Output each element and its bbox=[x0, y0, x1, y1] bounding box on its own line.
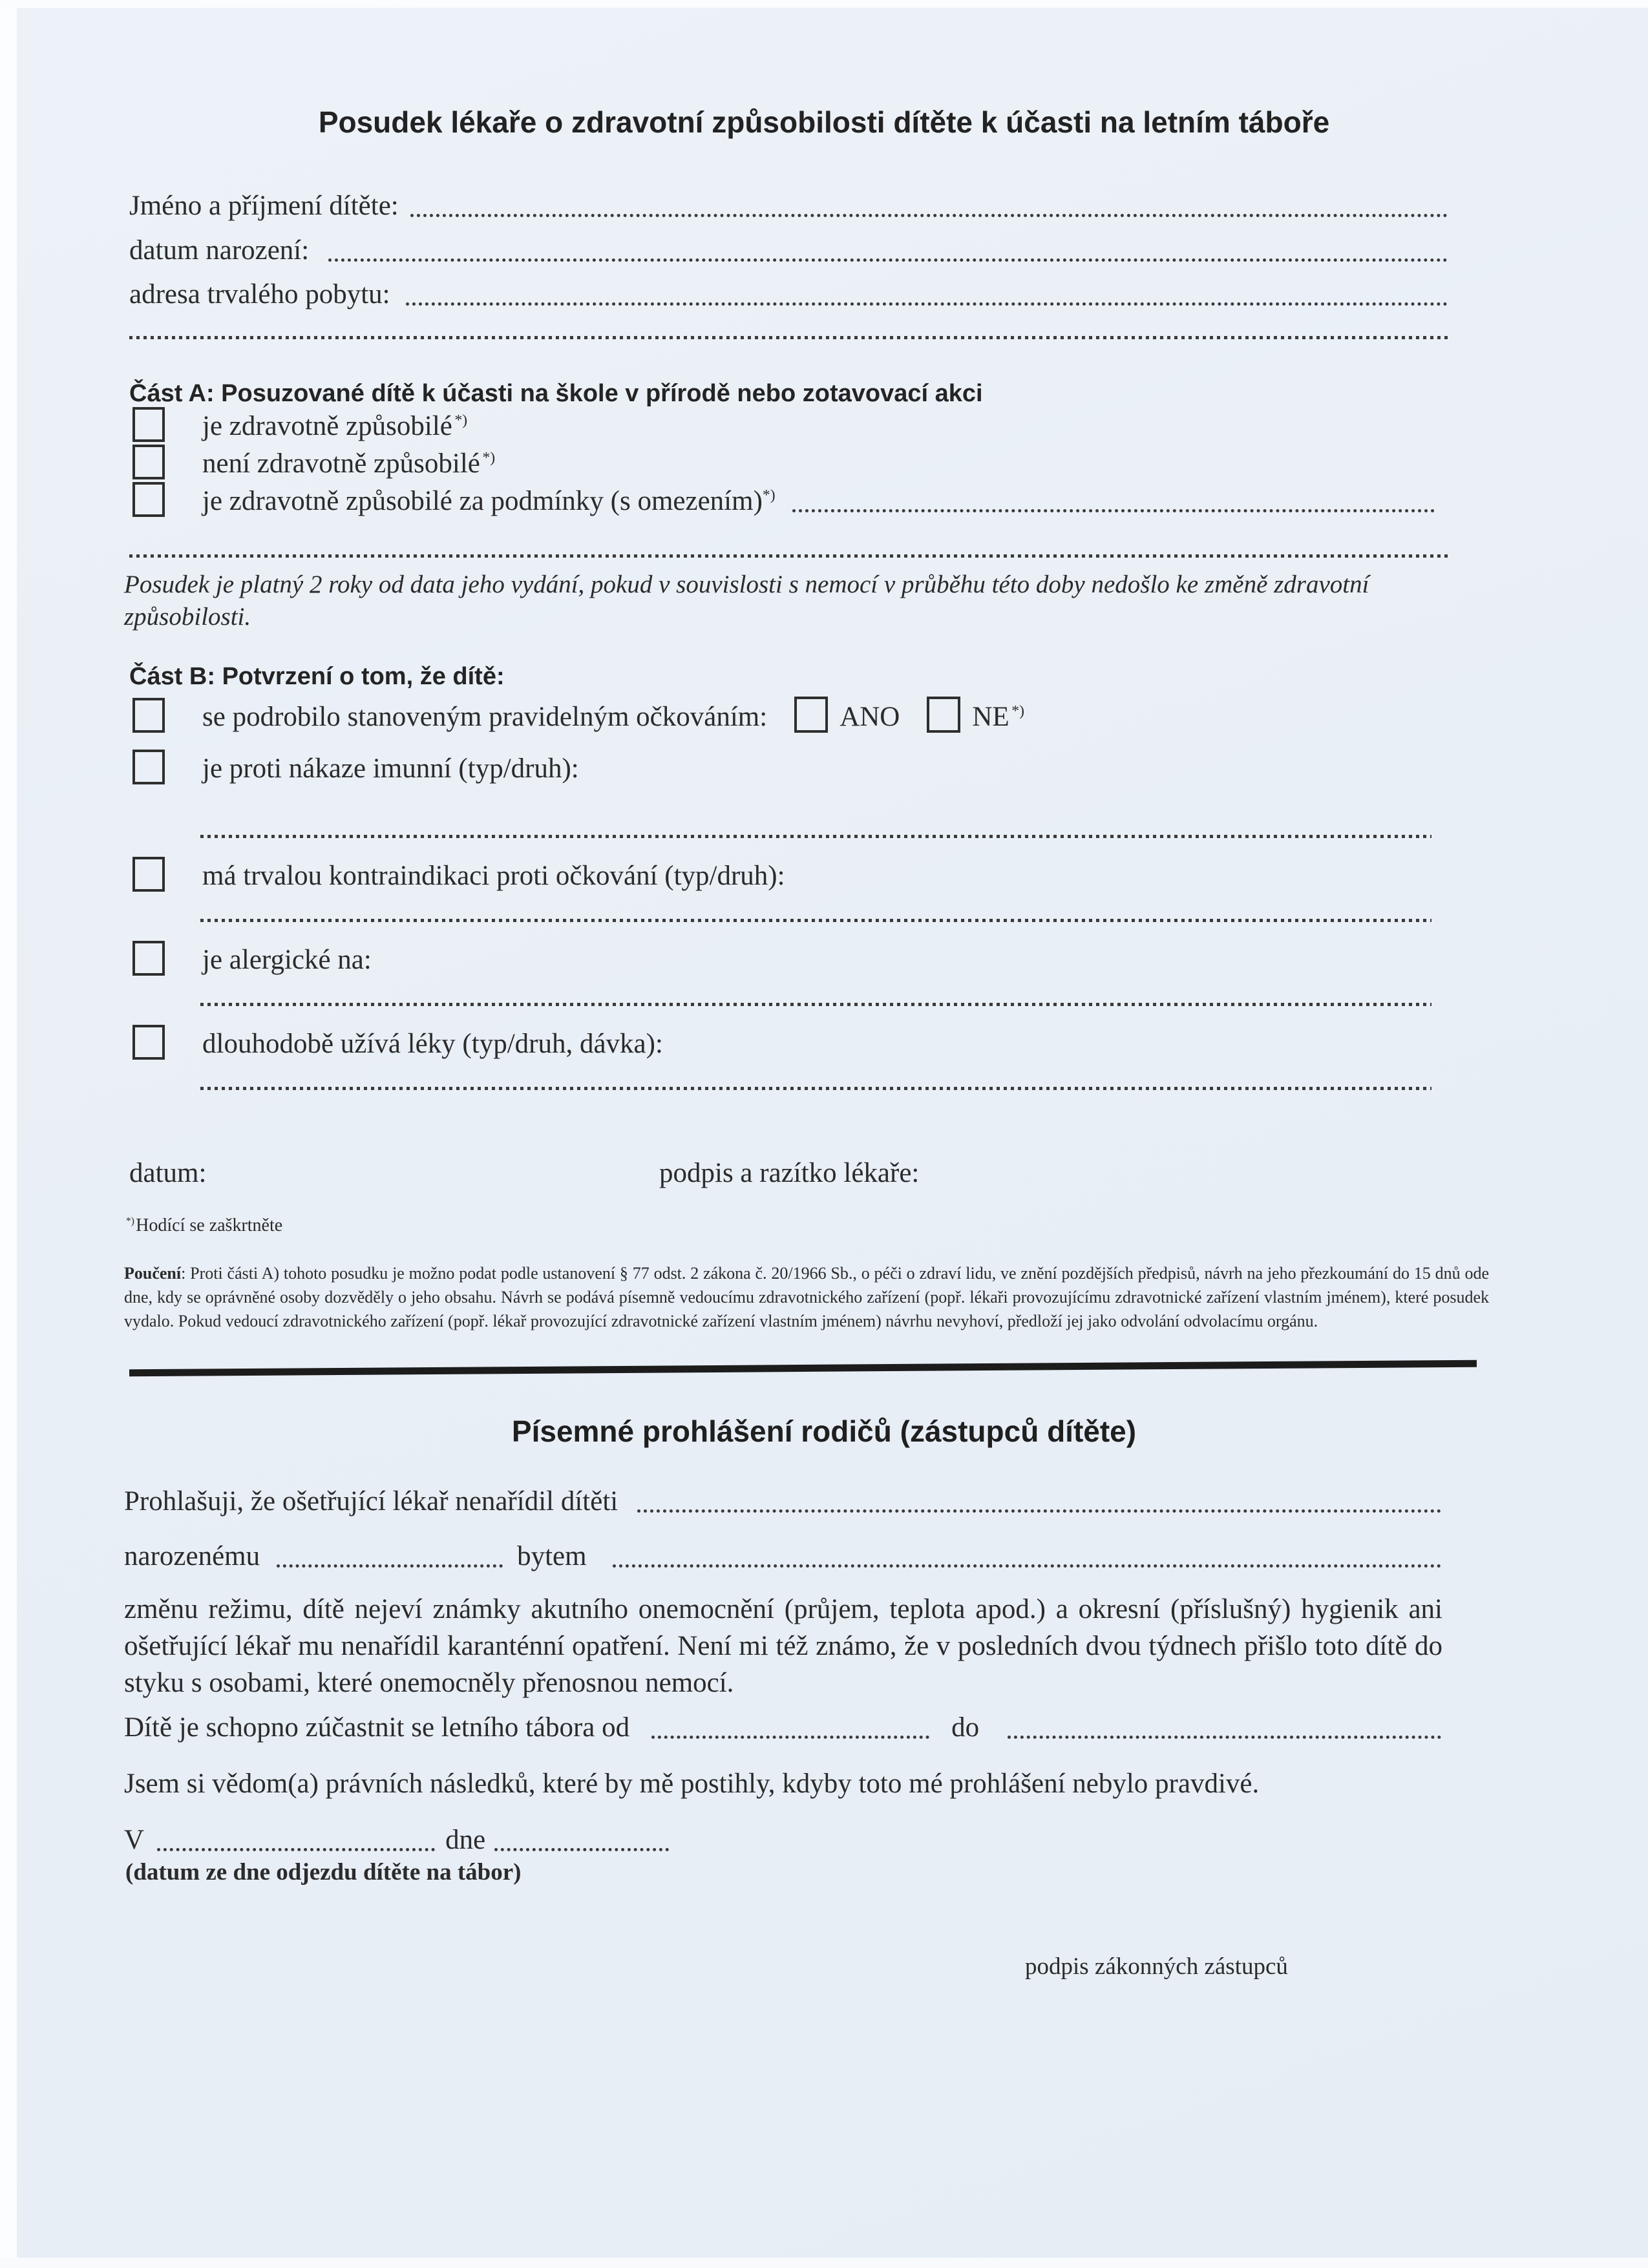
vaccination-yes-checkbox[interactable] bbox=[794, 697, 828, 733]
camp-to-label: do bbox=[951, 1712, 980, 1743]
part-a-option2-checkbox[interactable] bbox=[132, 445, 165, 479]
vaccination-checkbox[interactable] bbox=[132, 698, 165, 733]
birth-date-field-line[interactable] bbox=[328, 258, 1448, 262]
part-b-heading: Část B: Potvrzení o tom, že dítě: bbox=[129, 663, 505, 690]
footnote-mark: *) bbox=[482, 450, 496, 467]
vaccination-yes-label: ANO bbox=[840, 702, 900, 733]
declaration-line1-label: Prohlašuji, že ošetřující lékař nenařídil dítěti bbox=[124, 1486, 618, 1517]
footnote-mark: *) bbox=[454, 412, 468, 430]
part-a-option2-label: není zdravotně způsobilé *) bbox=[202, 448, 496, 479]
contraindication-field-line[interactable] bbox=[200, 919, 1431, 922]
legal-notice-label: Poučení bbox=[124, 1264, 182, 1283]
footnote-mark: *) bbox=[126, 1215, 134, 1227]
birth-date-label: datum narození: bbox=[129, 235, 310, 266]
validity-note: Posudek je platný 2 roky od data jeho vydání, pokud v souvislosti s nemocí v průběhu této doby nedošlo ke změně zdravotní způsobilosti. bbox=[124, 571, 1369, 631]
medication-field-line[interactable] bbox=[200, 1087, 1431, 1090]
address-field-line-2[interactable] bbox=[129, 336, 1451, 339]
part-a-option1-checkbox[interactable] bbox=[132, 407, 165, 442]
born-date-field[interactable] bbox=[277, 1564, 503, 1568]
allergy-label: je alergické na: bbox=[202, 945, 372, 976]
doctor-signature-label: podpis a razítko lékaře: bbox=[659, 1158, 920, 1188]
declaration-line1-field[interactable] bbox=[637, 1509, 1441, 1513]
aware-line: Jsem si vědom(a) právních následků, které by mě postihly, kdyby toto mé prohlášení nebylo pravdivé. bbox=[124, 1769, 1260, 1799]
medication-checkbox[interactable] bbox=[132, 1025, 165, 1060]
place-label: V bbox=[124, 1825, 145, 1855]
date-note: (datum ze dne odjezdu dítěte na tábor) bbox=[125, 1859, 522, 1885]
allergy-checkbox[interactable] bbox=[132, 941, 165, 976]
child-name-label: Jméno a příjmení dítěte: bbox=[129, 191, 399, 221]
medication-label: dlouhodobě užívá léky (typ/druh, dávka): bbox=[202, 1029, 663, 1060]
legal-notice: Poučení: Proti části A) tohoto posudku je možno podat podle ustanovení § 77 odst. 2 zákona č. 20/1966 Sb., o péči o zdraví lidu, ve znění pozdějších předpisů, návrh na jeho přezkoumání do 15 dnů ode dne, kdy se oprávněné osoby dozvěděly o jeho obsahu. Návrh se podává písemně vedoucímu zdravotnického zařízení (popř. lékaři provozujícímu zdravotnické zařízení vlastním jménem), které posudek vydalo. Pokud vedoucí zdravotnického zařízení (popř. lékař provozující zdravotnické zařízení vlastním jménem) návrhu nevyhoví, předloží jej jako odvolání odvolacímu orgánu. bbox=[124, 1264, 1489, 1330]
declaration-heading: Písemné prohlášení rodičů (zástupců dítěte) bbox=[511, 1414, 1137, 1448]
camp-from-field[interactable] bbox=[651, 1736, 929, 1739]
camp-dates-label: Dítě je schopno zúčastnit se letního tábora od bbox=[124, 1712, 630, 1743]
vaccination-no-label: NE *) bbox=[972, 702, 1024, 733]
footnote-mark: *) bbox=[1011, 703, 1024, 720]
declaration-paragraph: změnu režimu, dítě nejeví známky akutního onemocnění (průjem, teplota apod.) a okresní (příslušný) hygienik ani ošetřující lékař mu nenařídil karanténní opatření. Není mi též známo, že v posledních dvou týdnech přišlo toto dítě do styku s osobami, které onemocněly přenosnou nemocí. bbox=[124, 1594, 1442, 1698]
allergy-field-line[interactable] bbox=[200, 1003, 1431, 1006]
footnote-text: *) Hodící se zaškrtněte bbox=[126, 1215, 283, 1235]
address-label: adresa trvalého pobytu: bbox=[129, 279, 390, 310]
vaccination-label: se podrobilo stanoveným pravidelným očkováním: bbox=[202, 702, 768, 733]
date-field[interactable] bbox=[494, 1848, 669, 1851]
immunity-field-line[interactable] bbox=[200, 835, 1431, 838]
contraindication-checkbox[interactable] bbox=[132, 857, 165, 892]
scan-edge-bottom bbox=[0, 2258, 1648, 2268]
part-a-option3-checkbox[interactable] bbox=[132, 482, 165, 517]
part-a-heading: Část A: Posuzované dítě k účasti na škole v přírodě nebo zotavovací akci bbox=[129, 380, 983, 407]
residence-field[interactable] bbox=[613, 1564, 1441, 1568]
child-name-field-line[interactable] bbox=[410, 214, 1448, 217]
part-a-option3-label: je zdravotně způsobilé za podmínky (s omezením)*) bbox=[202, 486, 776, 517]
camp-to-field[interactable] bbox=[1008, 1736, 1441, 1739]
footnote-mark: *) bbox=[762, 487, 776, 505]
scan-edge-left bbox=[0, 0, 17, 2268]
contraindication-label: má trvalou kontraindikaci proti očkování (typ/druh): bbox=[202, 861, 785, 892]
form-title: Posudek lékaře o zdravotní způsobilosti dítěte k účasti na letním táboře bbox=[318, 105, 1330, 139]
section-divider bbox=[129, 1360, 1477, 1377]
immunity-label: je proti nákaze imunní (typ/druh): bbox=[202, 753, 579, 784]
part-a-option1-label: je zdravotně způsobilé *) bbox=[202, 411, 468, 442]
date-label: dne bbox=[445, 1825, 486, 1855]
address-field-line[interactable] bbox=[406, 302, 1448, 306]
born-label: narozenému bbox=[124, 1541, 260, 1571]
residence-label: bytem bbox=[517, 1541, 587, 1571]
parents-signature-label: podpis zákonných zástupců bbox=[1025, 1953, 1288, 1980]
restriction-field-line[interactable] bbox=[792, 509, 1435, 512]
restriction-field-line-2[interactable] bbox=[129, 554, 1451, 558]
vaccination-no-checkbox[interactable] bbox=[927, 697, 960, 733]
scan-edge-top bbox=[0, 0, 1648, 8]
immunity-checkbox[interactable] bbox=[132, 750, 165, 784]
place-field[interactable] bbox=[157, 1848, 435, 1851]
doctor-date-label: datum: bbox=[129, 1158, 207, 1188]
